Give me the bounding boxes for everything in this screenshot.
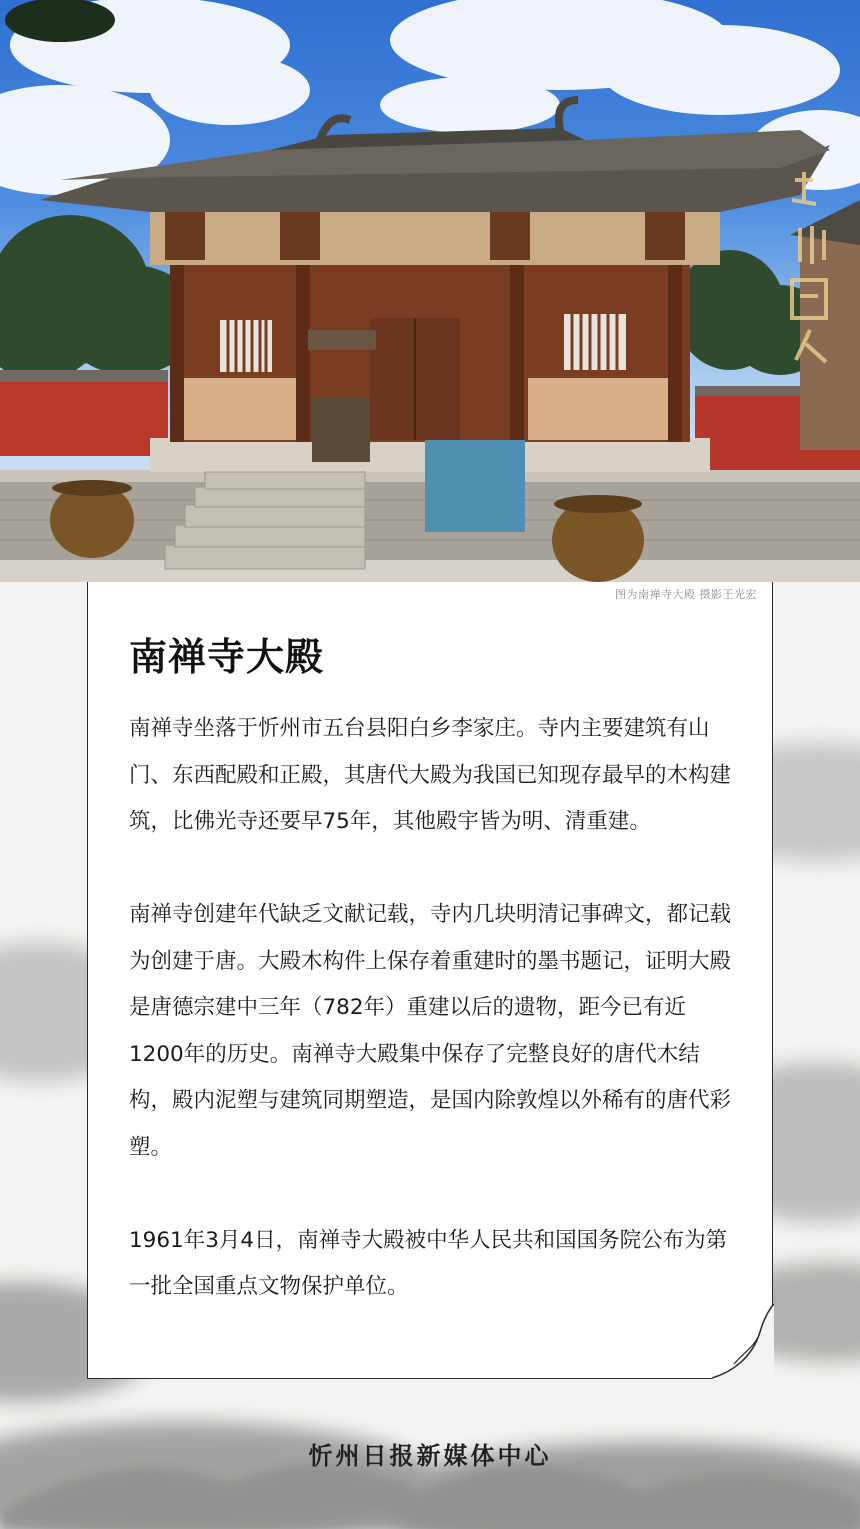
article-card xyxy=(87,582,773,1379)
temple-photo xyxy=(0,0,860,582)
paragraph-3: 1961年3月4日，南禅寺大殿被中华人民共和国国务院公布为第一批全国重点文物保护单位。 xyxy=(129,1227,728,1299)
page-curl-icon xyxy=(712,1302,774,1380)
publisher-name: 忻州日报新媒体中心 xyxy=(308,1442,552,1470)
temple-illustration xyxy=(0,0,860,582)
paragraph-1: 南禅寺坐落于忻州市五台县阳白乡李家庄。寺内主要建筑有山门、东西配殿和正殿，其唐代大殿为我国已知现存最早的木构建筑，比佛光寺还要早75年，其他殿宇皆为明、清重建。 xyxy=(129,716,732,834)
paragraph-2: 南禅寺创建年代缺乏文献记载，寺内几块明清记事碑文，都记载为创建于唐。大殿木构件上保存着重建时的墨书题记，证明大殿是唐德宗建中三年（782年）重建以后的遗物，距今已有近1200年的历史。南禅寺大殿集中保存了完整良好的唐代木结构，殿内泥塑与建筑同期塑造，是国内除敦煌以外稀有的唐代彩塑。 xyxy=(129,902,732,1160)
article-title: 南禅寺大殿 xyxy=(129,635,325,679)
article-body xyxy=(129,706,733,1311)
photo-caption: 图为南禅寺大殿 摄影王光宏 xyxy=(615,588,757,601)
